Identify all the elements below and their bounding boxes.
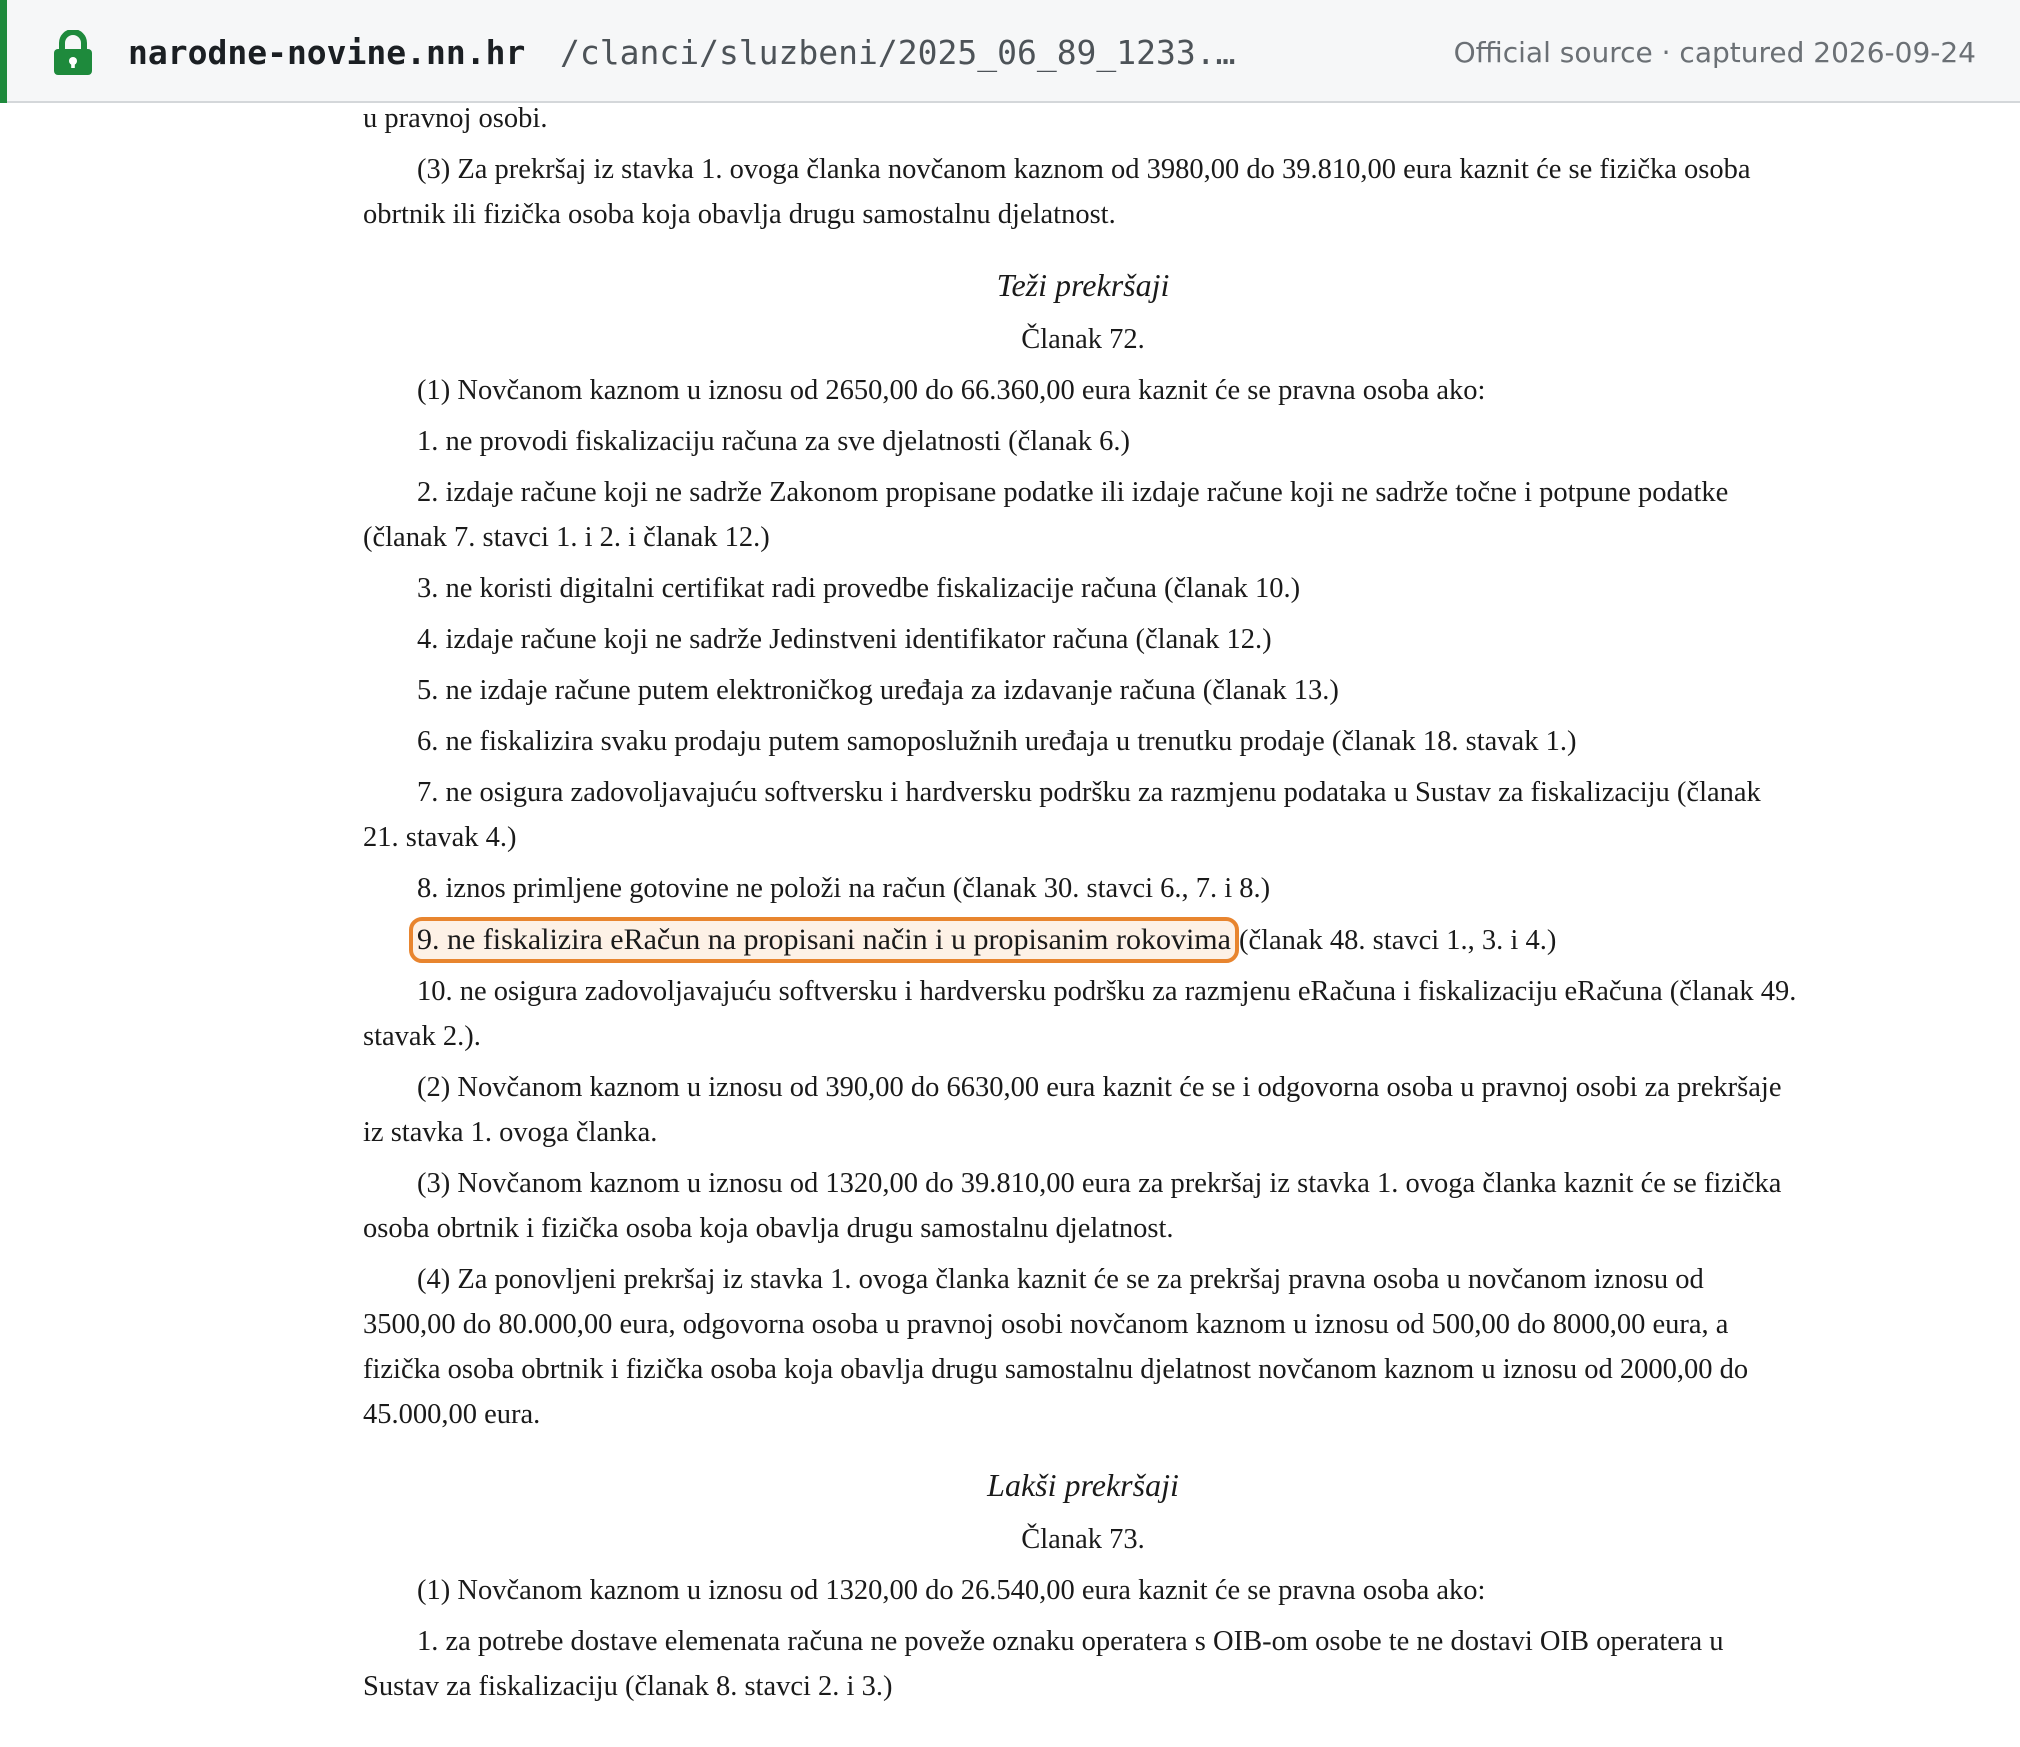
list-item: 1. za potrebe dostave elemenata računa ne poveže oznaku operatera s OIB-om osobe te ne dostavi OIB operatera u Sustav za fiskalizaciju (članak 8. stavci 2. i 3.) [363,1626,1724,1702]
list-item-9-reference: (članak 48. stavci 1., 3. i 4.) [1238,925,1557,956]
article-heading-72: Članak 72. [1021,324,1145,355]
paragraph-fragment: u pravnoj osobi. [363,103,548,134]
article-heading-73: Članak 73. [1021,1524,1145,1555]
list-item: 10. ne osigura zadovoljavajuću softversku i hardversku podršku za razmjenu eRačuna i fiskalizaciju eRačuna (članak 49. stavak 2.). [363,976,1797,1052]
paragraph-prev-3: (3) Za prekršaj iz stavka 1. ovoga članka novčanom kaznom od 3980,00 do 39.810,00 eura kaznit će se fizička osoba obrtnik ili fizička osoba koja obavlja drugu samostalnu djelatnost. [363,154,1751,230]
article-73-paragraph-1: (1) Novčanom kaznom u iznosu od 1320,00 do 26.540,00 eura kaznit će se pravna osoba ako: [417,1575,1486,1606]
list-item: 7. ne osigura zadovoljavajuću softversku i hardversku podršku za razmjenu podataka u Sustav za fiskalizaciju (članak 21. stavak 4.) [363,777,1761,853]
highlighted-text: 9. ne fiskalizira eRačun na propisani način i u propisanim rokovima [409,917,1239,963]
list-item: 1. ne provodi fiskalizaciju računa za sve djelatnosti (članak 6.) [417,426,1131,457]
document-body [363,96,1803,1709]
list-item: 6. ne fiskalizira svaku prodaju putem samoposlužnih uređaja u trenutku prodaje (članak 18. stavak 1.) [417,726,1577,757]
list-item: 2. izdaje račune koji ne sadrže Zakonom propisane podatke ili izdaje račune koji ne sadrže točne i potpune podatke (članak 7. stavci 1. i 2. i članak 12.) [363,477,1729,553]
list-item: 8. iznos primljene gotovine ne položi na račun (članak 30. stavci 6., 7. i 8.) [417,873,1271,904]
section-title-tezi: Teži prekršaji [996,267,1170,303]
lock-icon[interactable] [51,30,95,76]
url-domain[interactable]: narodne-novine.nn.hr [128,33,526,72]
capture-source-note: Official source · captured 2026-09-24 [1453,36,1976,69]
address-bar [0,0,2020,103]
article-72-paragraph-3: (3) Novčanom kaznom u iznosu od 1320,00 do 39.810,00 eura za prekršaj iz stavka 1. ovoga članka kaznit će se fizička osoba obrtnik i fizička osoba koja obavlja drugu samostalnu djelatnost. [363,1168,1782,1244]
article-72-paragraph-4: (4) Za ponovljeni prekršaj iz stavka 1. ovoga članka kaznit će se za prekršaj pravna osoba u novčanom iznosu od 3500,00 do 80.000,00 eura, odgovorna osoba u pravnoj osobi novčanom kaznom u iznosu od 500,00 do 8000,00 eura, a fizička osoba obrtnik i fizička osoba koja obavlja drugu samostalnu djelatnost novčanom kaznom u iznosu od 2000,00 do 45.000,00 eura. [363,1264,1749,1430]
section-title-laksi: Lakši prekršaji [987,1467,1179,1503]
list-item: 3. ne koristi digitalni certifikat radi provedbe fiskalizacije računa (članak 10.) [417,573,1301,604]
list-item: 4. izdaje račune koji ne sadrže Jedinstveni identifikator računa (članak 12.) [417,624,1272,655]
list-item-9 [363,917,1803,963]
security-accent-stripe [0,0,7,103]
list-item: 5. ne izdaje račune putem elektroničkog uređaja za izdavanje računa (članak 13.) [417,675,1339,706]
url-path[interactable]: /clanci/sluzbeni/2025_06_89_1233.… [560,33,1236,72]
article-72-paragraph-2: (2) Novčanom kaznom u iznosu od 390,00 do 6630,00 eura kaznit će se i odgovorna osoba u pravnoj osobi za prekršaje iz stavka 1. ovoga članka. [363,1072,1782,1148]
article-72-paragraph-1: (1) Novčanom kaznom u iznosu od 2650,00 do 66.360,00 eura kaznit će se pravna osoba ako: [417,375,1486,406]
